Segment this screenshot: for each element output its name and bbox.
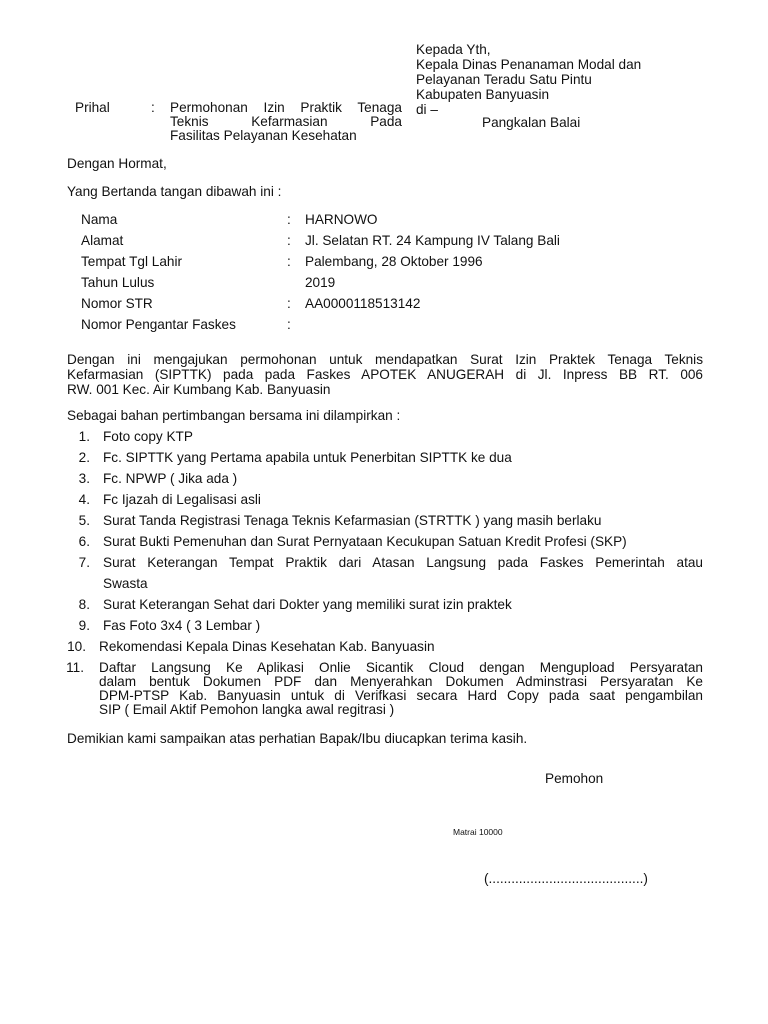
list-text: Fc. NPWP ( Jika ada )	[103, 471, 238, 486]
list-text: Surat Tanda Registrasi Tenaga Teknis Kefarmasian (STRTTK ) yang masih berlaku	[103, 513, 602, 528]
identity-label: Nomor Pengantar Faskes	[81, 317, 236, 332]
intro-text: Yang Bertanda tangan dibawah ini :	[67, 184, 282, 199]
list-text: DPM-PTSP Kab. Banyuasin untuk di Verifkasi secara Hard Copy pada saat pengambilan	[99, 688, 703, 703]
subject-colon: :	[151, 100, 155, 115]
list-number: 9.	[78, 618, 90, 633]
identity-label: Alamat	[81, 233, 124, 248]
identity-row-address	[81, 233, 641, 249]
list-text-block	[99, 660, 703, 716]
list-text: Surat Keterangan Sehat dari Dokter yang memiliki surat izin praktek	[103, 597, 512, 612]
identity-row-graduation	[81, 275, 641, 291]
identity-label: Nama	[81, 212, 118, 227]
request-line: Dengan ini mengajukan permohonan untuk mendapatkan Surat Izin Praktek Tenaga Teknis	[67, 352, 703, 367]
list-text: Daftar Langsung Ke Aplikasi Onlie Sicantik Cloud dengan Mengupload Persyaratan	[99, 660, 703, 675]
list-number: 7.	[78, 555, 90, 570]
identity-row-birth	[81, 254, 641, 270]
list-text: Fas Foto 3x4 ( 3 Lembar )	[103, 618, 261, 633]
identity-value: AA0000118513142	[305, 296, 421, 311]
subject-line: Permohonan Izin Praktik Tenaga	[170, 100, 402, 115]
identity-row-str	[81, 296, 641, 312]
request-line: RW. 001 Kec. Air Kumbang Kab. Banyuasin	[67, 382, 331, 397]
list-number: 3.	[78, 471, 90, 486]
list-number: 8.	[78, 597, 90, 612]
request-paragraph	[67, 352, 703, 397]
identity-colon: :	[287, 212, 291, 227]
list-text: Surat Bukti Pemenuhan dan Surat Pernyataan Kecukupan Satuan Kredit Profesi (SKP)	[103, 534, 627, 549]
list-text: Fc. SIPTTK yang Pertama apabila untuk Penerbitan SIPTTK ke dua	[103, 450, 512, 465]
subject-label: Prihal	[75, 100, 110, 115]
closing-text: Demikian kami sampaikan atas perhatian Bapak/Ibu diucapkan terima kasih.	[67, 731, 528, 746]
request-line: Kefarmasian (SIPTTK) pada pada Faskes APOTEK ANUGERAH di Jl. Inpress BB RT. 006	[67, 367, 703, 382]
list-number: 5.	[78, 513, 90, 528]
list-text: dalam bentuk Dokumen PDF dan Menyerahkan Dokumen Adminstrasi Persyaratan Ke	[99, 674, 703, 689]
list-text: SIP ( Email Aktif Pemohon langka awal regitrasi )	[99, 702, 395, 717]
list-number: 11.	[66, 660, 84, 675]
identity-value: HARNOWO	[305, 212, 378, 227]
identity-colon: :	[287, 254, 291, 269]
list-text: Rekomendasi Kepala Dinas Kesehatan Kab. Banyuasin	[99, 639, 435, 654]
list-text: Foto copy KTP	[103, 429, 193, 444]
recipient-line: Kepala Dinas Penanaman Modal dan	[416, 57, 642, 72]
list-number: 10.	[67, 639, 86, 654]
signature-title: Pemohon	[545, 771, 604, 786]
identity-label: Tempat Tgl Lahir	[81, 254, 182, 269]
identity-row-referral	[81, 317, 641, 333]
recipient-line: Pelayanan Teradu Satu Pintu	[416, 72, 592, 87]
stamp-note: Matrai 10000	[453, 827, 503, 837]
subject-line: Fasilitas Pelayanan Kesehatan	[170, 128, 357, 143]
identity-value: 2019	[305, 275, 336, 290]
identity-label: Tahun Lulus	[81, 275, 155, 290]
list-number: 2.	[78, 450, 90, 465]
identity-label: Nomor STR	[81, 296, 153, 311]
attachments-intro: Sebagai bahan pertimbangan bersama ini dilampirkan :	[67, 408, 401, 423]
identity-value: Jl. Selatan RT. 24 Kampung IV Talang Bali	[305, 233, 560, 248]
greeting: Dengan Hormat,	[67, 156, 167, 171]
recipient-line: Kabupaten Banyuasin	[416, 87, 550, 102]
identity-colon: :	[287, 233, 291, 248]
signature-name-placeholder: (.........................................)	[484, 871, 648, 886]
recipient-block	[416, 42, 716, 117]
list-text: Surat Keterangan Tempat Praktik dari Atasan Langsung pada Faskes Pemerintah atau	[103, 555, 703, 570]
subject-line: Teknis Kefarmasian Pada	[170, 114, 402, 129]
list-number: 4.	[78, 492, 90, 507]
list-text-block	[103, 555, 703, 591]
list-text: Fc Ijazah di Legalisasi asli	[103, 492, 261, 507]
identity-colon: :	[287, 296, 291, 311]
recipient-di: di –	[416, 102, 438, 117]
recipient-place: Pangkalan Balai	[482, 115, 581, 130]
identity-row-name	[81, 212, 641, 228]
recipient-salutation: Kepada Yth,	[416, 42, 491, 57]
list-number: 6.	[78, 534, 90, 549]
identity-value: Palembang, 28 Oktober 1996	[305, 254, 483, 269]
list-text: Swasta	[103, 576, 148, 591]
list-number: 1.	[78, 429, 90, 444]
subject-text	[170, 100, 402, 142]
identity-colon: :	[287, 317, 291, 332]
